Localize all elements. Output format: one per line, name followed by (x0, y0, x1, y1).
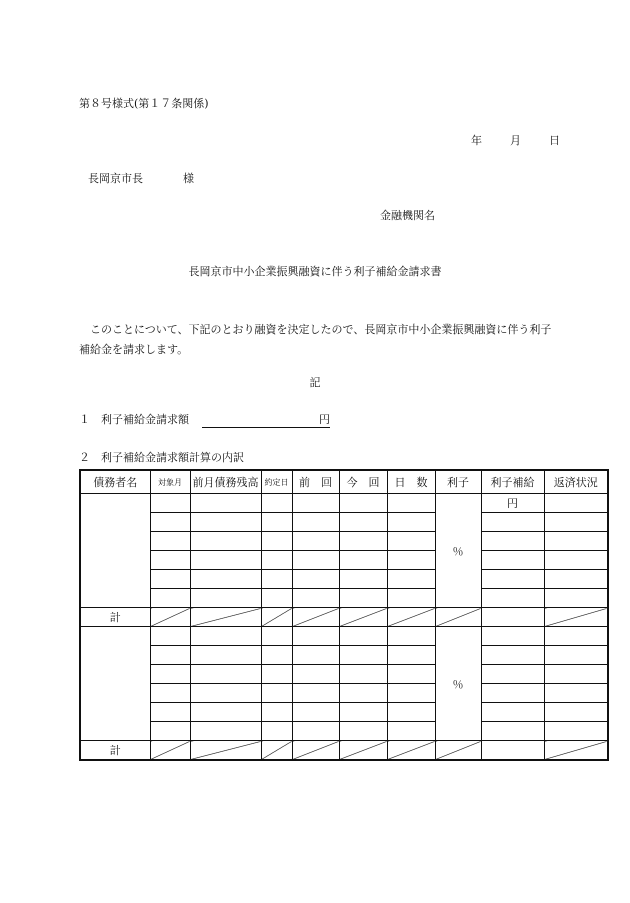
date-day: 日 (549, 134, 560, 147)
ki-heading: 記 (309, 376, 321, 389)
body-text: このことについて、下記のとおり融資を決定したので、長岡京市中小企業振興融資に伴う利子補給金を請求します。 (79, 323, 552, 356)
table-row (80, 494, 608, 513)
header-repayment: 返済状況 (544, 470, 608, 494)
item1-request-amount (79, 413, 330, 428)
header-subsidy: 利子補給 (481, 470, 544, 494)
interest-rate-cell[interactable] (435, 494, 481, 608)
table-header-row (80, 470, 608, 494)
table-row (80, 703, 608, 722)
header-target-month: 対象月 (150, 470, 190, 494)
header-contract-day: 約定日 (261, 470, 292, 494)
table-row (80, 722, 608, 741)
breakdown-table (79, 469, 609, 761)
total-row (80, 608, 608, 627)
subsidy-cell[interactable] (481, 627, 544, 646)
form-number: 第８号様式(第１７条関係) (79, 97, 209, 110)
header-current: 今 回 (339, 470, 387, 494)
table-row (80, 513, 608, 532)
percent-sign: ％ (452, 544, 464, 558)
table-row (80, 684, 608, 703)
document-title: 長岡京市中小企業振興融資に伴う利子補給金請求書 (188, 265, 442, 278)
table-row (80, 589, 608, 608)
addressee-honorific: 様 (183, 172, 194, 185)
subsidy-cell[interactable] (481, 494, 544, 513)
addressee-name: 長岡京市長 (88, 172, 143, 185)
table-row (80, 532, 608, 551)
table-row (80, 551, 608, 570)
interest-rate-cell[interactable] (435, 627, 481, 741)
debtor-cell[interactable] (80, 494, 150, 608)
subsidy-total-cell[interactable] (481, 741, 544, 761)
date-month: 月 (510, 134, 521, 147)
table-row (80, 665, 608, 684)
date-line (471, 134, 560, 148)
addressee (88, 172, 194, 186)
institution-label: 金融機関名 (380, 209, 435, 222)
debtor-cell[interactable] (80, 627, 150, 741)
item2-label: ２ 利子補給金請求額計算の内訳 (79, 451, 244, 464)
header-debtor: 債務者名 (80, 470, 150, 494)
subsidy-total-cell[interactable] (481, 608, 544, 627)
percent-sign: ％ (452, 677, 464, 691)
date-year: 年 (471, 134, 482, 147)
header-interest: 利子 (435, 470, 481, 494)
header-prev-balance: 前月債務残高 (190, 470, 261, 494)
yen-unit: 円 (507, 497, 518, 510)
amount-unit: 円 (319, 413, 330, 426)
total-row (80, 741, 608, 761)
header-days: 日 数 (387, 470, 435, 494)
item1-label: １ 利子補給金請求額 (79, 413, 189, 426)
total-label: 計 (80, 608, 150, 627)
total-label: 計 (80, 741, 150, 761)
table-row (80, 646, 608, 665)
amount-field[interactable] (202, 413, 330, 428)
table-row (80, 570, 608, 589)
header-previous: 前 回 (292, 470, 339, 494)
table-row (80, 627, 608, 646)
